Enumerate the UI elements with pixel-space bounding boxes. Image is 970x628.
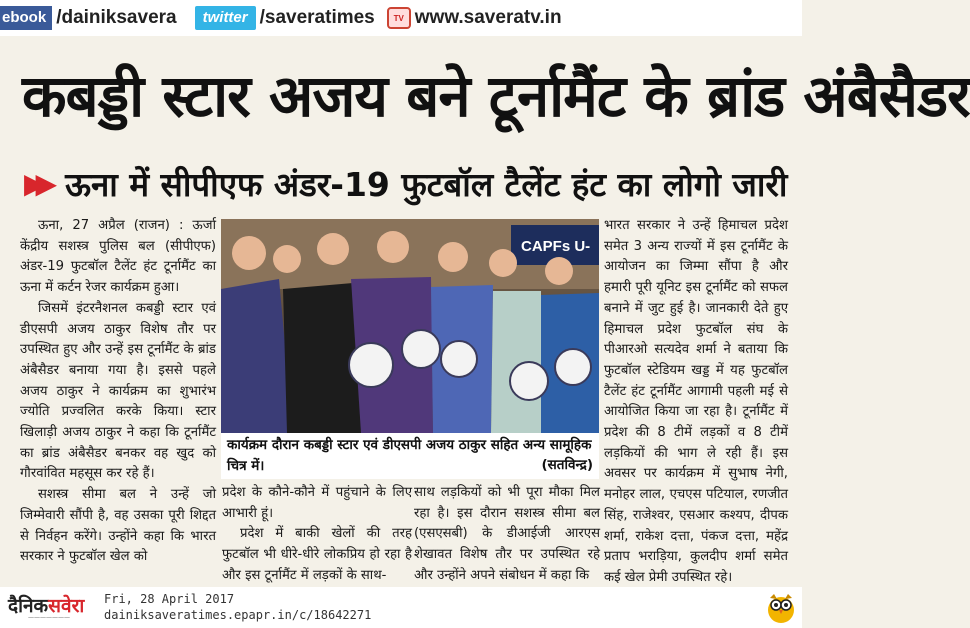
article-column-3 — [414, 483, 600, 587]
subheadline: ऊना में सीपीएफ अंडर-19 फुटबॉल टैलेंट हंट का लोगो जारी — [65, 164, 788, 204]
photo-credit: (सतविन्द्र) — [541, 457, 593, 473]
facebook-badge[interactable]: ebook — [0, 6, 52, 30]
article-paragraph: भारत सरकार ने उन्हें हिमाचल प्रदेश समेत 3 अन्य राज्यों में इस टूर्नामैंट के आयोजन का जिम्मा सौंपा है और हमारी पूरी यूनिट इस टूर्नामैंट को सफल बनाने में जुट हुई है। जानकारी देते हुए हिमाचल प्रदेश फुटबॉल संघ के पीआरओ सत्यदेव शर्मा ने बताया कि फुटबॉल स्टेडियम खड्ड में यह फुटबॉल टैलेंट हंट टूर्नामैंट आगामी पहली मई से आयोजित किया जा रहा है। टूर्नामैंट में प्रदेश की 8 टीमें लड़कों व 8 टीमें लड़कियों की भाग ले रही हैं। इस अवसर पर कार्यक्रम में सुभाष नेगी, मनोहर लाल, एचएस पटियाल, रणजीत सिंह, राजेश्वर, एसआर कश्यप, दीपक शर्मा, राकेश दत्ता, पंकज दत्ता, महेंद्र प्रताप भराड़िया, कुलदीप शर्मा समेत कई खेल प्रेमी उपस्थित रहे। — [604, 218, 788, 585]
subheadline-row — [24, 158, 787, 208]
article-column-1 — [20, 216, 216, 568]
epaper-url[interactable]: dainiksaveratimes.epapr.in/c/18642271 — [104, 608, 372, 622]
caption-text: कार्यक्रम दौरान कबड्डी स्टार एवं डीएसपी अजय ठाकुर सहित अन्य सामूहिक चित्र में। — [227, 437, 592, 474]
photo-banner-text: CAPFs U- — [521, 238, 591, 255]
article-column-4 — [604, 216, 788, 589]
article-paragraph: प्रदेश में बाकी खेलों की तरह फुटबॉल भी धीरे-धीरे लोकप्रिय हो रहा है और इस टूर्नामैंट में लड़कों के साथ- — [222, 526, 412, 583]
logo-text-dainik: दैनिक — [8, 595, 49, 617]
owl-mascot-icon — [766, 590, 796, 624]
facebook-handle[interactable]: /dainiksavera — [56, 7, 177, 28]
logo-text-savera: सवेरा — [48, 595, 85, 617]
article-paragraph: साथ लड़कियों को भी पूरा मौका मिल रहा है। इस दौरान सशस्त्र सीमा बल (एसएसबी) के डीआईजी आरएस शेखावत विशेष तौर पर उपस्थित रहे और उन्होंने अपने संबोधन में कहा कि — [414, 485, 600, 583]
headline: कबड्डी स्टार अजय बने टूर्नामैंट के ब्रांड अंबैसैडर — [22, 62, 970, 130]
social-strip — [0, 0, 802, 36]
double-arrow-icon: ▶▶ — [24, 166, 48, 200]
article-paragraph: ऊना, 27 अप्रैल (राजन) : ऊर्जा केंद्रीय सशस्त्र पुलिस बल (सीपीएफ) अंडर-19 फुटबॉल टैलेंट हंट टूर्नामैंट का ऊना में कर्टन रेजर कार्यक्रम हुआ। — [20, 218, 216, 296]
article-column-2 — [222, 483, 412, 587]
website-link[interactable]: www.saveratv.in — [414, 7, 562, 28]
logo-tagline: ——————— — [28, 614, 70, 621]
photo-caption — [221, 433, 599, 479]
twitter-badge[interactable]: twitter — [195, 6, 256, 30]
edition-date: Fri, 28 April 2017 — [104, 592, 235, 606]
article-paragraph: सशस्त्र सीमा बल ने उन्हें जो जिम्मेवारी सौंपी है, वह उसका पूरी शिद्दत से निर्वहन करेंगे। उन्होंने कहा कि भारत सरकार ने फुटबॉल खेल को — [20, 487, 216, 565]
group-photo-illustration — [221, 219, 599, 433]
article-paragraph: प्रदेश के कौने-कौने में पहुंचाने के लिए आभारी हूं। — [222, 485, 412, 521]
tv-logo-icon: TV — [387, 7, 411, 29]
twitter-handle[interactable]: /saveratimes — [259, 7, 375, 28]
article-paragraph: जिसमें इंटरनैशनल कबड्डी स्टार एवं डीएसपी अजय ठाकुर विशेष तौर पर उपस्थित हुए और उन्हें इस टूर्नामैंट के ब्रांड अंबैसैडर बनाया गया है। इससे पहले अजय ठाकुर ने कार्यक्रम का शुभारंभ ज्योति प्रज्वलित करके किया। स्टार खिलाड़ी अजय ठाकुर ने कहा कि टूर्नामैंट का ब्रांड अंबैसैडर बनकर वह खुद को गौरवांवित महसूस कर रहे हैं। — [20, 300, 216, 482]
group-photo — [221, 219, 599, 433]
